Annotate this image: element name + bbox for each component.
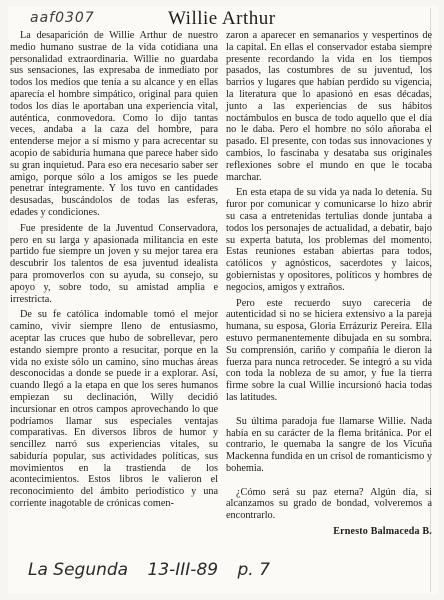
source-page: p. 7 xyxy=(237,560,270,580)
source-publication: La Segunda xyxy=(28,560,129,580)
article-right-column xyxy=(226,30,432,538)
author-signature: Ernesto Balmaceda B. xyxy=(333,526,432,538)
paragraph: ¿Cómo será su paz eterna? Algún día, si alcanzamos su grado de bondad, volveremos a encontrarlo. xyxy=(226,486,432,522)
source-handwritten-note xyxy=(28,560,284,580)
paragraph: Su última paradoja fue llamarse Willie. Nada había en su carácter de la flema británica. Por el contrario, le quemaba la sangre de los Vicuña Mackenna fundida en un crisol de romanticismo y bohemia. xyxy=(226,415,432,474)
paragraph: Fue presidente de la Juventud Conservadora, pero en su larga y apasionada militancia en este partido fue siempre un joven y su mejor tarea era descubrir los talentos de esa juventud idealista para promoverlos con su ayuda, su consejo, su apoyo y, sobre todo, su amistad amplia e irrestricta. xyxy=(10,222,218,305)
paragraph: Pero este recuerdo suyo careceria de autenticidad si no se hiciera extensivo a la pareja humana, su esposa, Gloria Errázuriz Pereira. Ella estuvo permanentemente dibujada en su sombra. Su comprensión, cariño y compañía le dieron la fuerza para nunca retroceder. Se integró a su vida con toda la nobleza de su amor, y fue la tierra firme sobre la cual Willie incursionó hacia todas las latitudes. xyxy=(226,297,432,403)
article-left-column xyxy=(10,30,218,510)
paragraph: De su fe católica indomable tomó el mejor camino, vivir siempre lleno de entusiasmo, aceptar las cruces que hubo de sobrellevar, pero estando siempre pronto a resucitar, porque en la vida no existe sólo un camino, sino muchas áreas desconocidas a donde se puede ir a explorar. Así, cuando llegó a la etapa en que los seres humanos empiezan su declinación, Willy decidió incursionar en otros campos aprovechando lo que podríamos llamar sus especiales ventajas comparativas. En diversos libros de humor y sencillez narró sus experiencias vitales, su sabiduría popular, sus actividades políticas, sus movimientos en la trastienda de los acontecimientos. Estos libros le valieron el reconocimiento del ámbito periodístico y una corriente inagotable de crónicas comen- xyxy=(10,309,218,510)
paragraph: En esta etapa de su vida ya nada lo detenía. Su furor por comunicar y comunicarse lo hizo abrir su casa a entretenidas tertulias donde juntaba a todos los personajes de actualidad, a debatir, bajo su experta batuta, los problemas del momento. Estas reuniones estaban abiertas para todos, católicos y agnósticos, sacerdotes y laicos, gobiernistas y opositores, políticos y hombres de negocios, amigos y extraños. xyxy=(226,187,432,293)
article-title: Willie Arthur xyxy=(168,8,276,29)
paragraph: La desaparición de Willie Arthur de nuestro medio humano sustrae de la vida cotidiana una personalidad extraordinaria. Willie no guardaba sus sensaciones, las expresaba de inmediato por todos los medios que tenía a su alcance y en ellas aparecía el hombre simpático, original para quien todos los días le aportaban una experiencia vital, auténtica, conmovedora. Como lo dijo tantas veces, andaba a la caza del hombre, para entenderse mejor a sí mismo y para acrecentar su acopio de sabiduría humana que parece haber sido su gran inquietud. Para eso era necesario saber ser amigo, porque sólo a los amigos se les puede penetrar íntegramente. Y los tuvo en cantidades desusadas, buscándolos de todas las esferas, edades y condiciones. xyxy=(10,30,218,218)
archive-reference-handwritten: aaf0307 xyxy=(30,10,95,26)
source-date: 13-III-89 xyxy=(147,560,219,580)
paragraph: zaron a aparecer en semanarios y vespertinos de la capital. En ellas el conservador estaba siempre presente recordando la vida en los tiempos pasados, las costumbres de su juventud, los barrios y lugares que habían perdido su vigencia, la literatura que lo apasionó en esas décadas, junto a las experiencias de sus hábitos noctámbulos en busca de todo aquello que el día no le daba. Pero el hombre no sólo añoraba el pasado. El presente, con todas sus innovaciones y cambios, lo fascinaba y desataba sus originales reflexiones sobre el mundo en que le tocaba marchar. xyxy=(226,30,432,183)
